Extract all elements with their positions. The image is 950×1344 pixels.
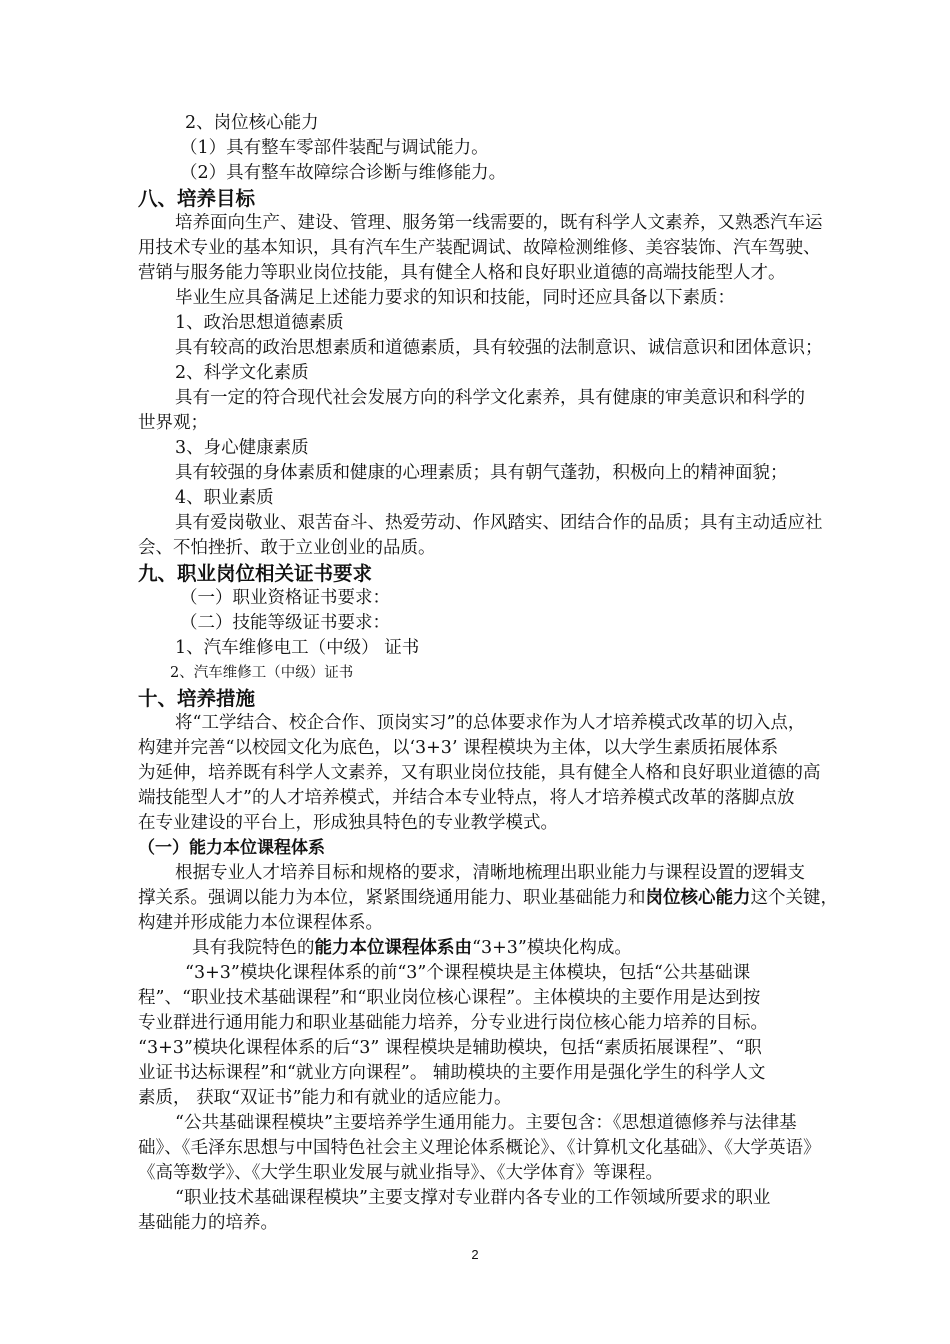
s9-line-2: （二）技能等级证书要求：	[180, 613, 390, 633]
s10-p4-line-5: 业证书达标课程”和“就业方向课程”。 辅助模块的主要作用是强化学生的科学人文	[138, 1063, 766, 1083]
s8-q3-title: 3、身心健康素质	[175, 438, 309, 458]
s10-p5-line-1: “公共基础课程模块”主要培养学生通用能力。主要包含：《思想道德修养与法律基	[175, 1113, 797, 1133]
s8-q4-text-2: 会、不怕挫折、敢于立业创业的品质。	[138, 538, 436, 558]
s10-p4-line-6: 素质， 获取“双证书”能力和有就业的适应能力。	[138, 1088, 512, 1108]
s10-p2-line-3: 构建并形成能力本位课程体系。	[138, 913, 383, 933]
s9-line-1: （一）职业资格证书要求：	[180, 588, 390, 608]
page-number: 2	[471, 1247, 479, 1262]
s10-p6-line-1: “职业技术基础课程模块”主要支撑对专业群内各专业的工作领域所要求的职业	[175, 1188, 771, 1208]
s10-p3-c: “3+3”模块化构成。	[472, 938, 632, 958]
subheading-ability-curriculum: （一）能力本位课程体系	[138, 838, 325, 858]
s10-p1-line-2: 构建并完善“以校园文化为底色，以‘3+3’ 课程模块为主体，以大学生素质拓展体系	[138, 738, 779, 758]
line-core-ability-2: （2）具有整车故障综合诊断与维修能力。	[180, 163, 507, 183]
s10-p3	[192, 936, 932, 961]
s8-p1-line-1: 培养面向生产、建设、管理、服务第一线需要的，既有科学人文素养，又熟悉汽车运	[175, 213, 823, 233]
s8-q3-text: 具有较强的身体素质和健康的心理素质；具有朝气蓬勃，积极向上的精神面貌；	[175, 463, 788, 483]
s10-p1-line-4: 端技能型人才”的人才培养模式，并结合本专业特点，将人才培养模式改革的落脚点放	[138, 788, 795, 808]
s8-q1-title: 1、政治思想道德素质	[175, 313, 344, 333]
s10-p6-line-2: 基础能力的培养。	[138, 1213, 278, 1233]
s10-p1-line-1: 将“工学结合、校企合作、顶岗实习”的总体要求作为人才培养模式改革的切入点，	[175, 713, 806, 733]
line-core-ability-1: （1）具有整车零部件装配与调试能力。	[180, 138, 489, 158]
s10-p1-line-5: 在专业建设的平台上，形成独具特色的专业教学模式。	[138, 813, 558, 833]
s10-p4-line-2: 程”、“职业技术基础课程”和“职业岗位核心课程”。主体模块的主要作用是达到按	[138, 988, 761, 1008]
s8-p1-line-2: 用技术专业的基本知识，具有汽车生产装配调试、故障检测维修、美容装饰、汽车驾驶、	[138, 238, 821, 258]
s8-q1-text: 具有较高的政治思想素质和道德素质，具有较强的法制意识、诚信意识和团体意识；	[175, 338, 823, 358]
s8-p2: 毕业生应具备满足上述能力要求的知识和技能，同时还应具备以下素质：	[175, 288, 735, 308]
s10-p2-line-2-a: 撑关系。强调以能力为本位，紧紧围绕通用能力、职业基础能力和	[138, 888, 646, 908]
s8-p1-line-3: 营销与服务能力等职业岗位技能，具有健全人格和良好职业道德的高端技能型人才。	[138, 263, 786, 283]
s10-p5-line-2: 础》、《毛泽东思想与中国特色社会主义理论体系概论》、《计算机文化基础》、《大学英语》	[138, 1138, 821, 1158]
s10-p2-line-1: 根据专业人才培养目标和规格的要求，清晰地梳理出职业能力与课程设置的逻辑支	[175, 863, 805, 883]
s10-p4-line-3: 专业群进行通用能力和职业基础能力培养，分专业进行岗位核心能力培养的目标。	[138, 1013, 768, 1033]
heading-section-9: 九、职业岗位相关证书要求	[138, 562, 373, 585]
s8-q2-text-2: 世界观；	[138, 413, 208, 433]
s9-line-4: 2、汽车维修工（中级）证书	[170, 665, 354, 681]
s9-line-3: 1、汽车维修电工（中级） 证书	[175, 638, 420, 658]
s10-p2-line-2	[138, 886, 878, 911]
s10-p5-line-3: 《高等数学》、《大学生职业发展与就业指导》、《大学体育》等课程。	[138, 1163, 663, 1183]
heading-section-8: 八、培养目标	[138, 187, 256, 210]
s10-p3-bold: 能力本位课程体系由	[314, 938, 472, 958]
s8-q4-text-1: 具有爱岗敬业、艰苦奋斗、热爱劳动、作风踏实、团结合作的品质；具有主动适应社	[175, 513, 823, 533]
line-core-ability-title: 2、岗位核心能力	[185, 113, 319, 133]
s10-p1-line-3: 为延伸，培养既有科学人文素养，又有职业岗位技能，具有健全人格和良好职业道德的高	[138, 763, 821, 783]
s10-p2-line-2-bold: 岗位核心能力	[645, 888, 751, 908]
heading-section-10: 十、培养措施	[138, 687, 256, 710]
s8-q2-text-1: 具有一定的符合现代社会发展方向的科学文化素养，具有健康的审美意识和科学的	[175, 388, 805, 408]
s10-p3-a: 具有我院特色的	[192, 938, 315, 958]
s10-p2-line-2-c: 这个关键，	[750, 888, 838, 908]
s8-q2-title: 2、科学文化素质	[175, 363, 309, 383]
s8-q4-title: 4、职业素质	[175, 488, 274, 508]
s10-p4-line-1: “3+3”模块化课程体系的前“3”个课程模块是主体模块，包括“公共基础课	[185, 963, 751, 983]
s10-p4-line-4: “3+3”模块化课程体系的后“3” 课程模块是辅助模块，包括“素质拓展课程”、“职	[138, 1038, 762, 1058]
